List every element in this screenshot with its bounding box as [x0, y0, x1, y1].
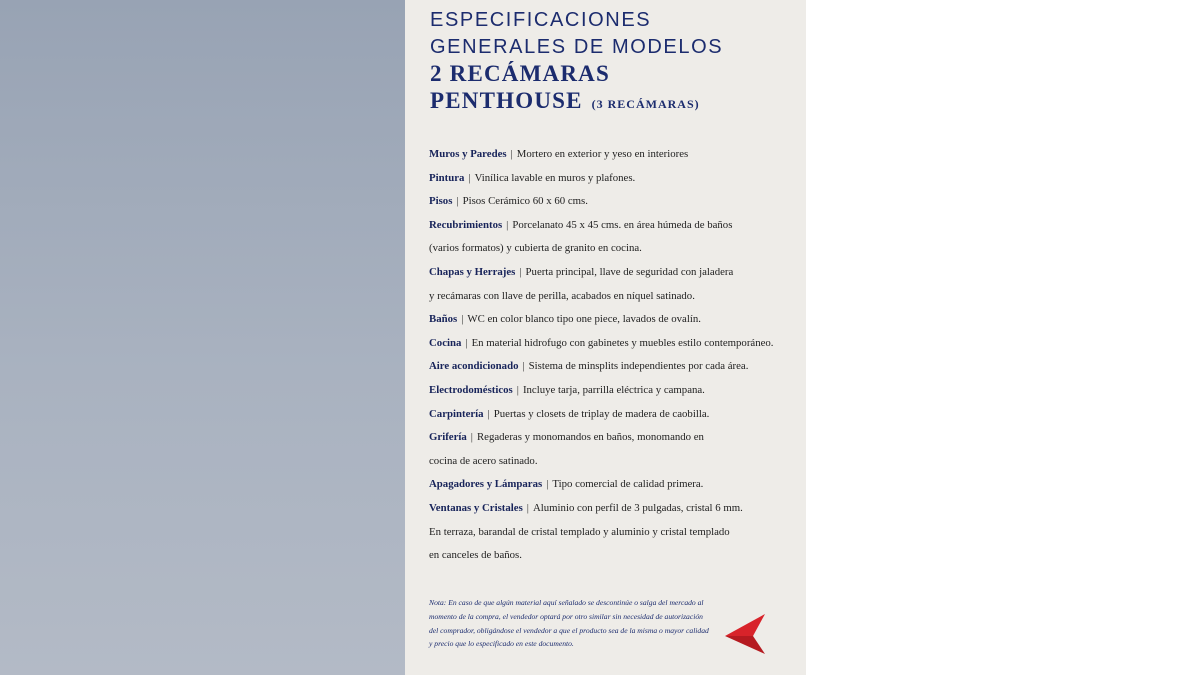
spec-value: Aluminio con perfil de 3 pulgadas, cristal 6 mm. [532, 502, 743, 514]
spec-item [429, 359, 800, 373]
spec-value: y recámaras con llave de perilla, acabados en níquel satinado. [429, 289, 695, 302]
left-gradient-panel [0, 0, 405, 675]
spec-value: cocina de acero satinado. [429, 454, 538, 467]
spec-separator: | [526, 502, 529, 514]
title-line-4 [430, 88, 700, 117]
spec-separator: | [522, 360, 525, 373]
spec-value: Porcelanato 45 x 45 cms. en área húmeda de baños [512, 218, 733, 231]
spec-value: Incluye tarja, parrilla eléctrica y campana. [522, 384, 705, 396]
spec-value: WC en color blanco tipo one piece, lavados de ovalín. [467, 313, 701, 326]
spec-item [429, 147, 800, 161]
spec-separator: | [519, 266, 522, 278]
spec-item [429, 407, 800, 421]
title-line-1: ESPECIFICACIONES [430, 9, 652, 31]
spec-item [429, 218, 800, 232]
spec-value: Vinílica lavable en muros y plafones. [474, 171, 636, 184]
spec-value: Pisos Cerámico 60 x 60 cms. [462, 195, 588, 208]
spec-separator: | [470, 431, 473, 444]
spec-value: Regaderas y monomandos en baños, monomando en [476, 431, 704, 444]
spec-item [429, 501, 800, 515]
spec-separator: | [461, 313, 464, 326]
spec-item-continuation [429, 454, 800, 468]
spec-label: Pintura [429, 171, 465, 184]
spec-item [429, 265, 800, 279]
spec-value: En material hidrofugo con gabinetes y muebles estilo contemporáneo. [471, 336, 774, 349]
spec-item [429, 383, 800, 397]
title-penthouse: PENTHOUSE [430, 88, 583, 113]
spec-label: Pisos [429, 195, 453, 208]
spec-item [429, 336, 800, 350]
disclaimer-note: Nota: En caso de que algún material aquí señalado se descontinúe o salga del mercado al momento de la compra, el vendedor optará por otro similar sin necesidad de autorización del comprador, obligándose el vendedor a que el producto sea de la misma o mayor calidad y precio que lo especificado en este documento. [429, 598, 709, 649]
spec-separator: | [456, 195, 459, 208]
spec-label: Grifería [429, 431, 467, 444]
spec-separator: | [506, 218, 509, 231]
spec-item [429, 477, 800, 491]
spec-label: Electrodomésticos [429, 384, 513, 396]
spec-separator: | [465, 336, 468, 349]
spec-value: Tipo comercial de calidad primera. [552, 478, 704, 491]
spec-value: en canceles de baños. [429, 549, 522, 562]
spec-item [429, 312, 800, 326]
spec-item [429, 171, 800, 185]
spec-value: Sistema de minsplits independientes por cada área. [528, 360, 749, 373]
spec-item-continuation [429, 289, 800, 303]
spec-document [405, 0, 806, 675]
title-line-3: 2 RECÁMARAS [430, 61, 610, 86]
spec-value: Puerta principal, llave de seguridad con jaladera [525, 266, 734, 278]
spec-label: Baños [429, 313, 458, 326]
spec-label: Apagadores y Lámparas [429, 478, 543, 491]
spec-label: Ventanas y Cristales [429, 502, 523, 514]
title-penthouse-sub: (3 RECÁMARAS) [591, 97, 700, 111]
spec-separator: | [510, 148, 513, 160]
red-arrow-logo-icon [723, 612, 771, 656]
spec-label: Aire acondicionado [429, 360, 519, 373]
spec-value: (varios formatos) y cubierta de granito en cocina. [429, 242, 642, 255]
title-line-2: GENERALES DE MODELOS [430, 36, 724, 58]
spec-value: Puertas y closets de triplay de madera de caobilla. [493, 407, 710, 420]
spec-label: Recubrimientos [429, 218, 503, 231]
spec-value: Mortero en exterior y yeso en interiores [516, 148, 689, 160]
spec-item [429, 430, 800, 444]
spec-item [429, 194, 800, 208]
spec-item-continuation [429, 525, 800, 539]
spec-separator: | [487, 407, 490, 420]
spec-item-continuation [429, 548, 800, 562]
spec-label: Cocina [429, 336, 462, 349]
spec-separator: | [468, 171, 471, 184]
spec-separator: | [546, 478, 549, 491]
spec-label: Muros y Paredes [429, 148, 507, 160]
spec-label: Chapas y Herrajes [429, 266, 516, 278]
spec-separator: | [516, 384, 519, 396]
spec-value: En terraza, barandal de cristal templado y aluminio y cristal templado [429, 525, 730, 538]
spec-label: Carpintería [429, 407, 484, 420]
spec-item-continuation [429, 241, 800, 255]
